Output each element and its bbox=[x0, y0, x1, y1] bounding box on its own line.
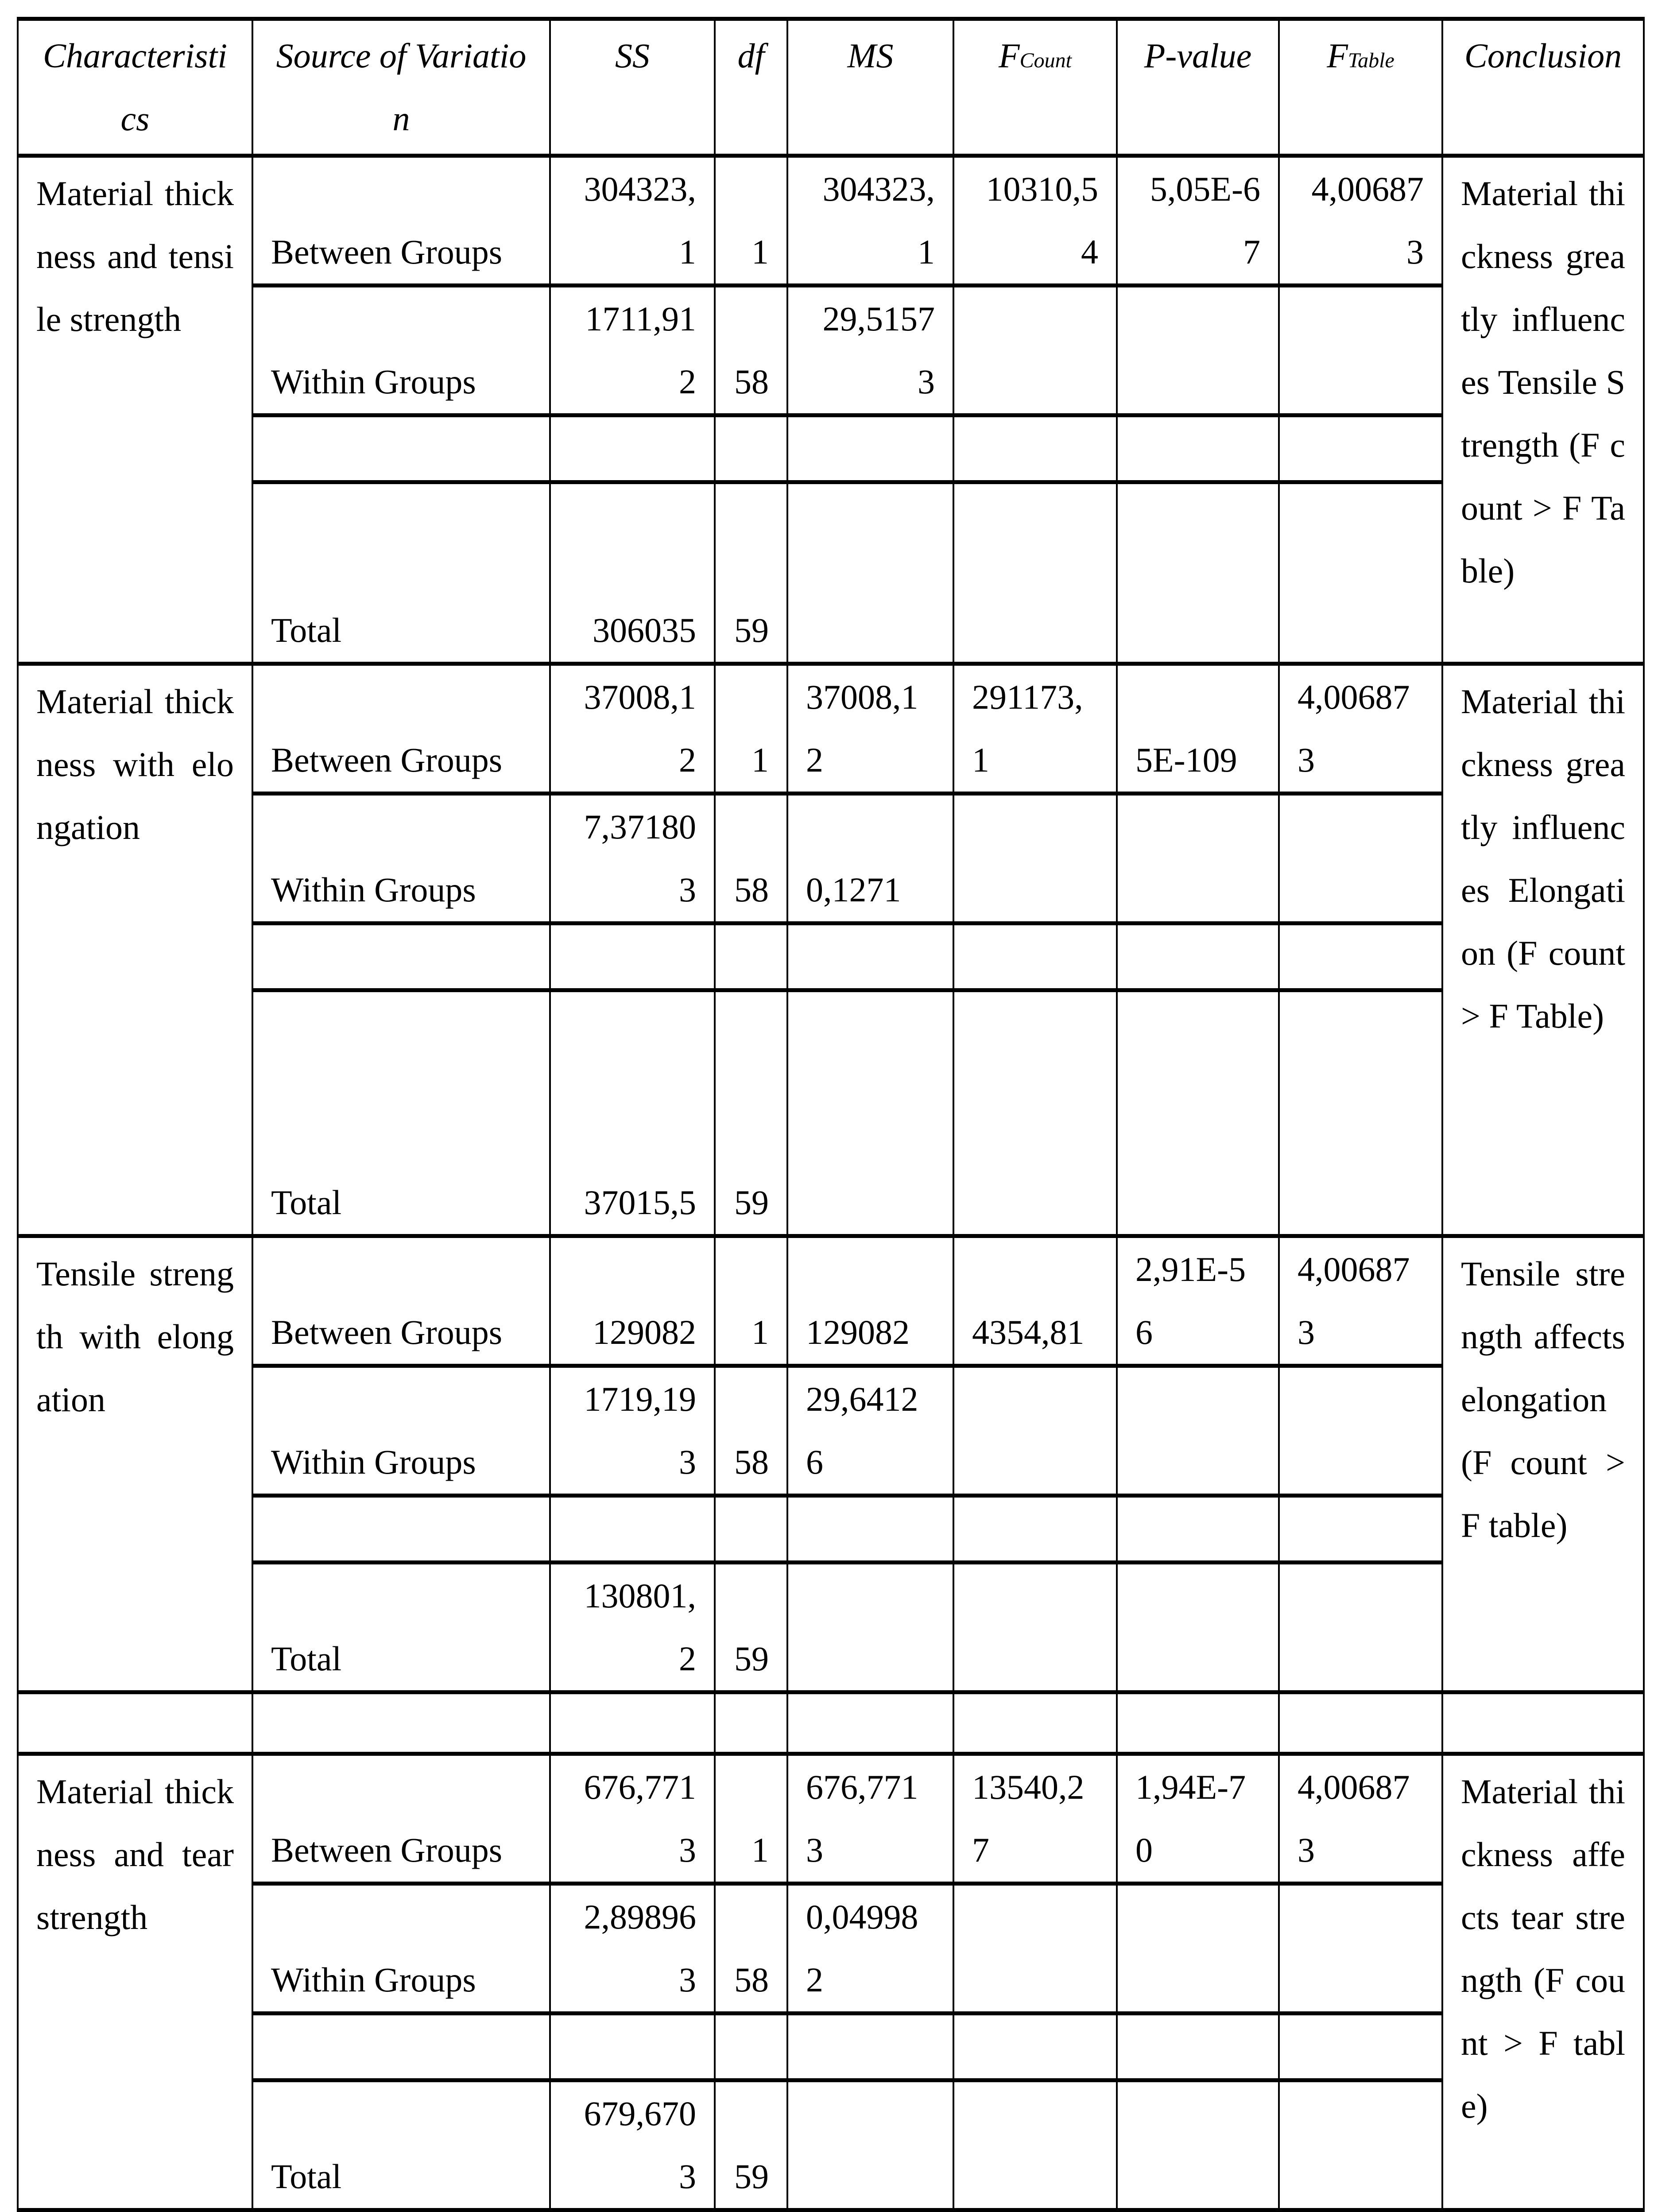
ss-cell: 129082 bbox=[550, 1236, 715, 1366]
header-row bbox=[18, 19, 1644, 156]
ss-cell: 7,371803 bbox=[550, 794, 715, 924]
source-cell: Within Groups bbox=[252, 1366, 550, 1496]
ms-cell: 304323,1 bbox=[787, 156, 953, 286]
source-cell: Between Groups bbox=[252, 1236, 550, 1366]
source-cell: Between Groups bbox=[252, 1754, 550, 1884]
ss-cell: 37015,5 bbox=[550, 990, 715, 1236]
fcount-cell: 4354,81 bbox=[953, 1236, 1117, 1366]
header-df: df bbox=[715, 19, 787, 156]
header-fcount: FCount bbox=[953, 19, 1117, 156]
header-ftable: FTable bbox=[1279, 19, 1442, 156]
df-cell: 1 bbox=[715, 1236, 787, 1366]
ss-cell: 306035 bbox=[550, 482, 715, 664]
pvalue-cell: 5E-109 bbox=[1117, 664, 1279, 794]
pvalue-cell: 5,05E-67 bbox=[1117, 156, 1279, 286]
table-row bbox=[18, 156, 1644, 286]
empty-row bbox=[18, 1496, 1644, 1563]
empty-row bbox=[18, 924, 1644, 990]
ms-cell: 37008,12 bbox=[787, 664, 953, 794]
header-source: Source of Variation bbox=[252, 19, 550, 156]
df-cell: 59 bbox=[715, 990, 787, 1236]
ss-cell: 304323,1 bbox=[550, 156, 715, 286]
empty-cell bbox=[1117, 286, 1279, 415]
df-cell: 59 bbox=[715, 1563, 787, 1692]
ss-cell: 130801,2 bbox=[550, 1563, 715, 1692]
pvalue-cell: 2,91E-56 bbox=[1117, 1236, 1279, 1366]
fcount-cell: 10310,54 bbox=[953, 156, 1117, 286]
ms-cell: 29,64126 bbox=[787, 1366, 953, 1496]
pvalue-cell: 1,94E-70 bbox=[1117, 1754, 1279, 1884]
conclusion-cell: Tensile strength affects elongation (F count > F table) bbox=[1442, 1236, 1644, 1692]
df-cell: 59 bbox=[715, 482, 787, 664]
ss-cell: 2,898963 bbox=[550, 1884, 715, 2014]
empty-cell bbox=[953, 286, 1117, 415]
df-cell: 1 bbox=[715, 1754, 787, 1884]
header-ss: SS bbox=[550, 19, 715, 156]
conclusion-cell: Material thickness affects tear strength (F count > F table) bbox=[1442, 1754, 1644, 2210]
ms-cell: 0,049982 bbox=[787, 1884, 953, 2014]
characteristic-cell: Material thickness and tensile strength bbox=[18, 156, 252, 664]
empty-row bbox=[18, 2014, 1644, 2080]
df-cell: 58 bbox=[715, 286, 787, 415]
table-row bbox=[18, 1563, 1644, 1692]
ss-cell: 1719,193 bbox=[550, 1366, 715, 1496]
spacer-row bbox=[18, 1692, 1644, 1754]
df-cell: 1 bbox=[715, 156, 787, 286]
table-row bbox=[18, 482, 1644, 664]
table-row bbox=[18, 286, 1644, 415]
ms-cell: 676,7713 bbox=[787, 1754, 953, 1884]
ss-cell: 676,7713 bbox=[550, 1754, 715, 1884]
df-cell: 58 bbox=[715, 1366, 787, 1496]
table-row bbox=[18, 2080, 1644, 2210]
fcount-cell: 13540,27 bbox=[953, 1754, 1117, 1884]
ftable-cell: 4,006873 bbox=[1279, 1754, 1442, 1884]
table-row bbox=[18, 664, 1644, 794]
table-row bbox=[18, 1236, 1644, 1366]
characteristic-cell: Tensile strength with elongation bbox=[18, 1236, 252, 1692]
ftable-cell: 4,006873 bbox=[1279, 1236, 1442, 1366]
df-cell: 58 bbox=[715, 1884, 787, 2014]
source-cell: Within Groups bbox=[252, 794, 550, 924]
source-cell: Total bbox=[252, 990, 550, 1236]
source-cell: Total bbox=[252, 2080, 550, 2210]
source-cell: Within Groups bbox=[252, 286, 550, 415]
ss-cell: 679,6703 bbox=[550, 2080, 715, 2210]
df-cell: 58 bbox=[715, 794, 787, 924]
df-cell: 59 bbox=[715, 2080, 787, 2210]
conclusion-cell: Material thickness greatly influences Tensile Strength (F count > F Table) bbox=[1442, 156, 1644, 664]
conclusion-cell: Material thickness greatly influences Elongation (F count > F Table) bbox=[1442, 664, 1644, 1236]
table-row bbox=[18, 1754, 1644, 1884]
df-cell: 1 bbox=[715, 664, 787, 794]
source-cell: Between Groups bbox=[252, 664, 550, 794]
characteristic-cell: Material thickness and tear strength bbox=[18, 1754, 252, 2210]
ftable-cell: 4,006873 bbox=[1279, 664, 1442, 794]
source-cell: Within Groups bbox=[252, 1884, 550, 2014]
header-pvalue: P-value bbox=[1117, 19, 1279, 156]
source-cell: Between Groups bbox=[252, 156, 550, 286]
ftable-cell: 4,006873 bbox=[1279, 156, 1442, 286]
table-row bbox=[18, 1884, 1644, 2014]
header-ms: MS bbox=[787, 19, 953, 156]
ss-cell: 1711,912 bbox=[550, 286, 715, 415]
ms-cell: 129082 bbox=[787, 1236, 953, 1366]
ms-cell: 0,1271 bbox=[787, 794, 953, 924]
anova-table bbox=[17, 17, 1645, 2212]
table-row bbox=[18, 794, 1644, 924]
source-cell: Total bbox=[252, 482, 550, 664]
ms-cell: 29,51573 bbox=[787, 286, 953, 415]
empty-cell bbox=[1279, 286, 1442, 415]
header-conclusion: Conclusion bbox=[1442, 19, 1644, 156]
table-row bbox=[18, 990, 1644, 1236]
table-row bbox=[18, 1366, 1644, 1496]
header-characteristics: Characteristics bbox=[18, 19, 252, 156]
source-cell: Total bbox=[252, 1563, 550, 1692]
fcount-cell: 291173,1 bbox=[953, 664, 1117, 794]
empty-row bbox=[18, 415, 1644, 482]
ss-cell: 37008,12 bbox=[550, 664, 715, 794]
characteristic-cell: Material thickness with elongation bbox=[18, 664, 252, 1236]
